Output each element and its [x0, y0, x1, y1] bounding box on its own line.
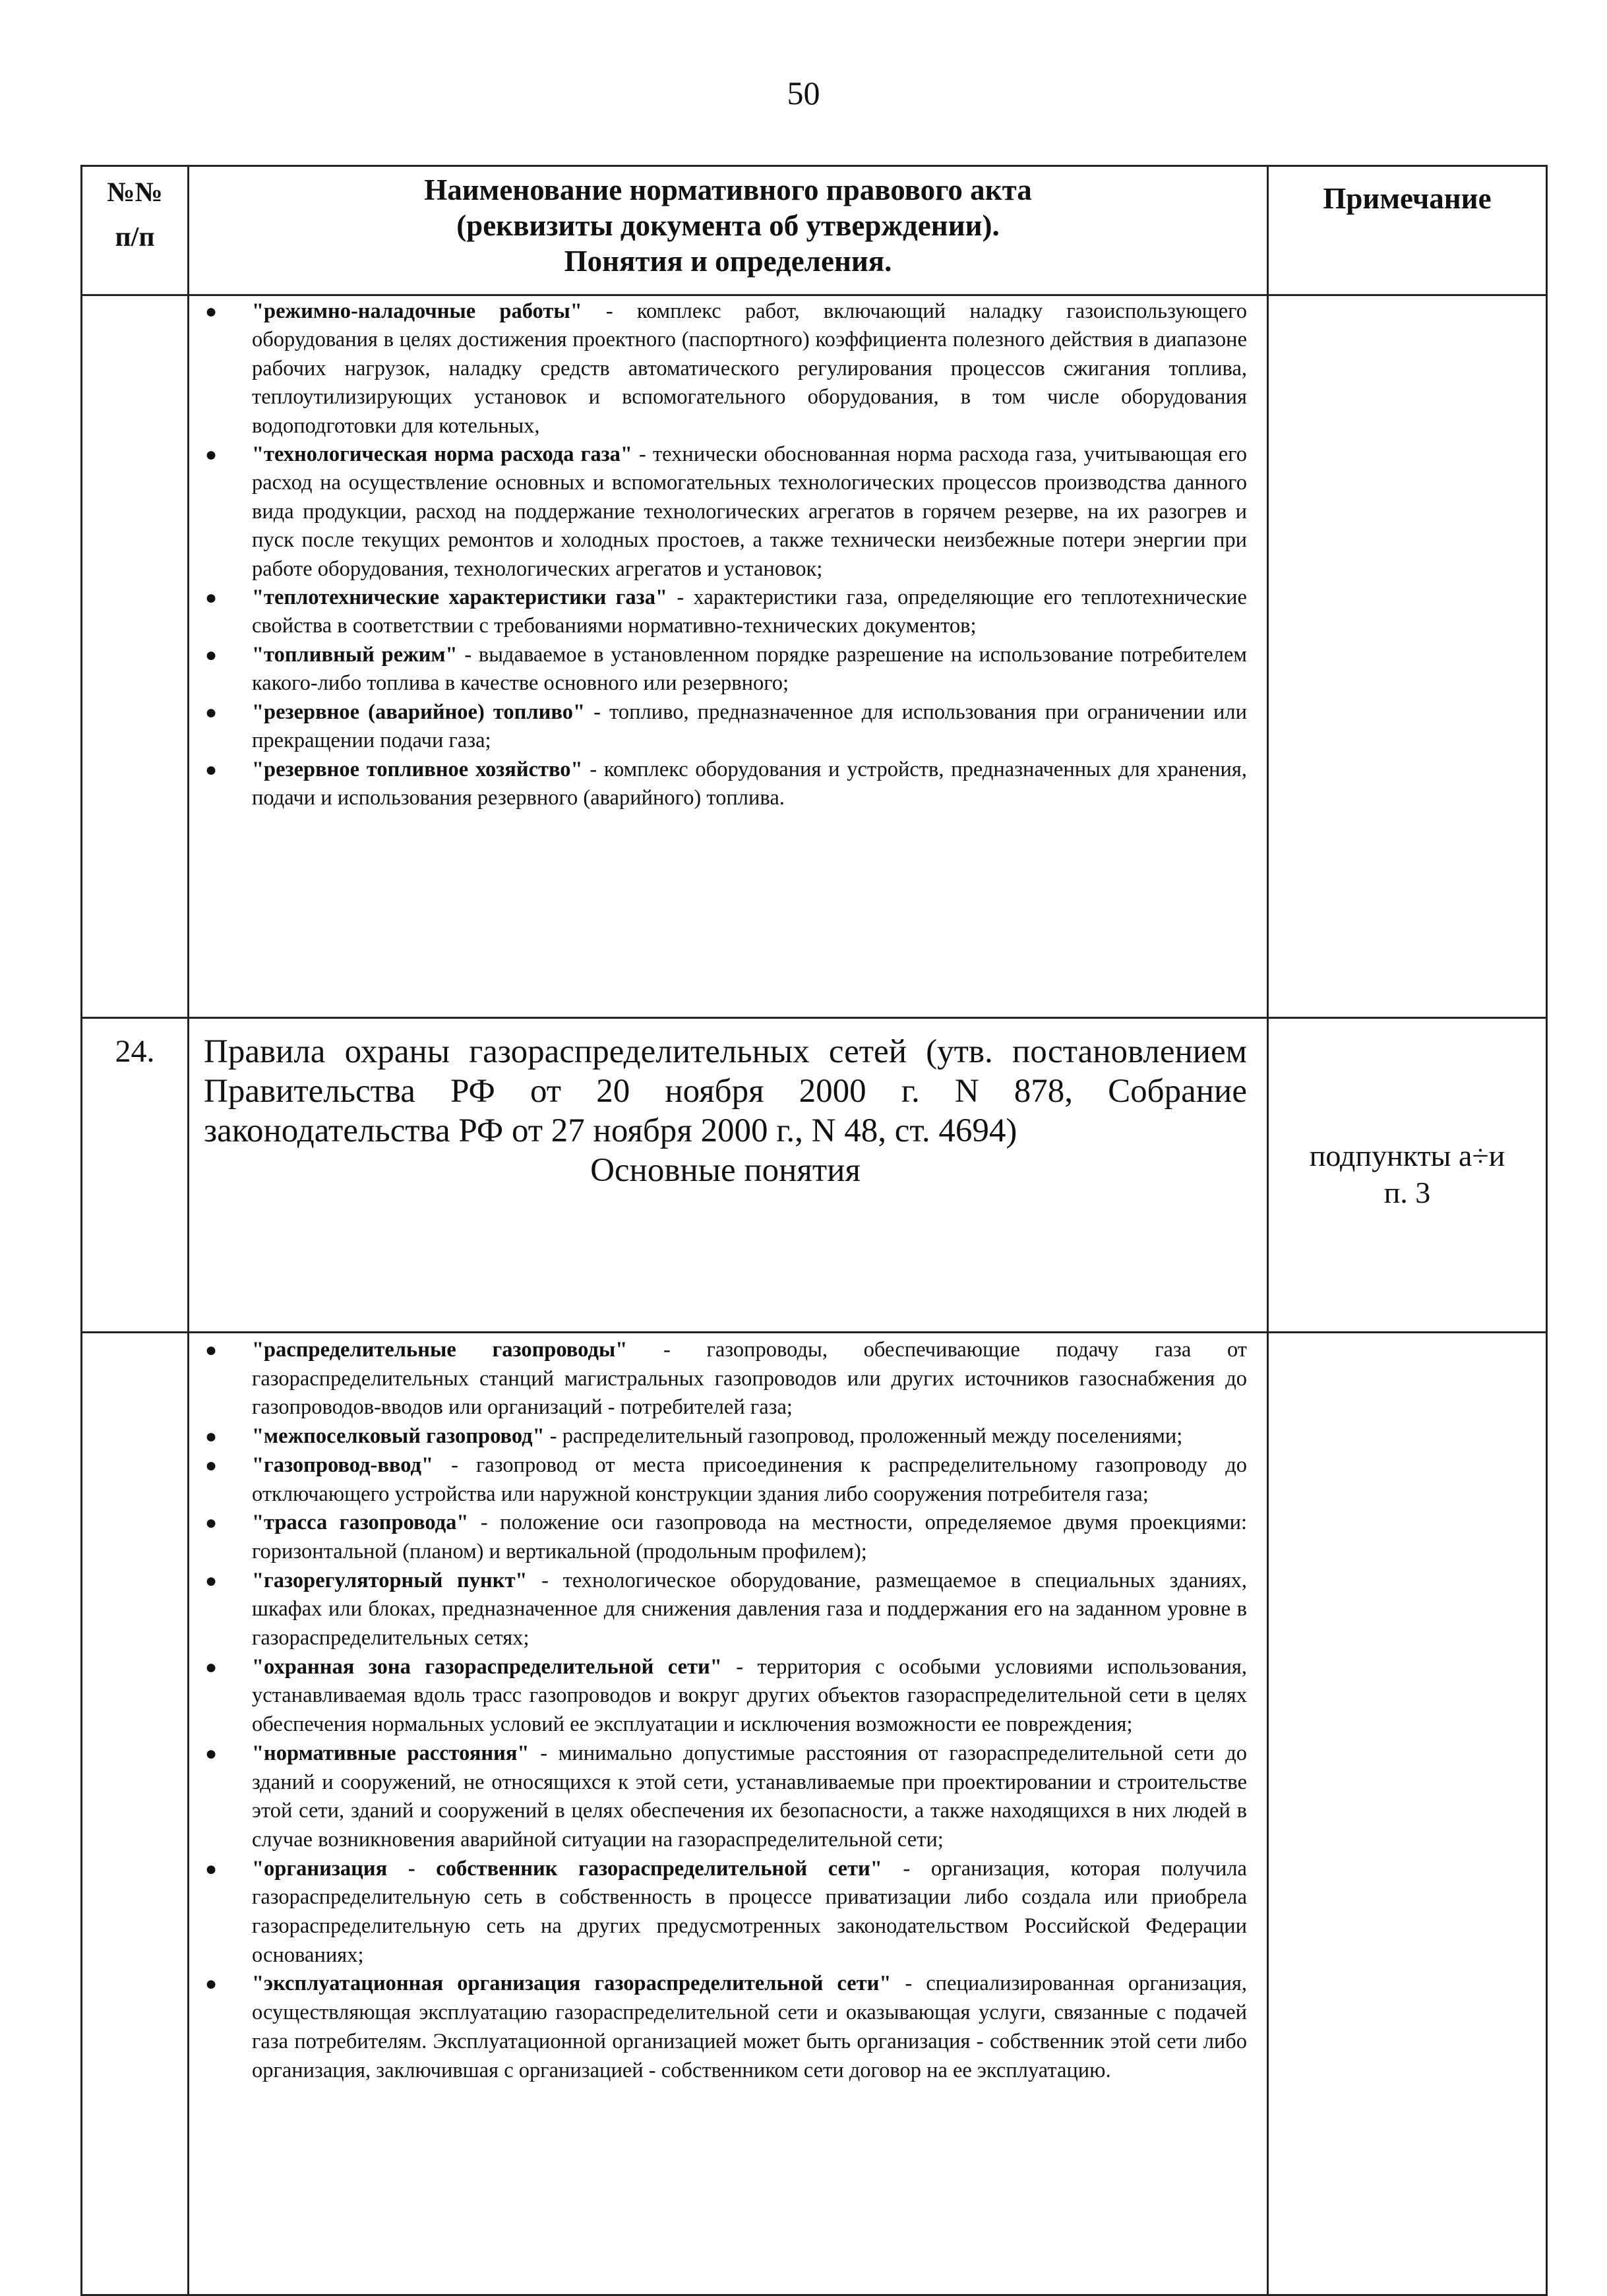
definition-text: - комплекс оборудования и устройств, предназначенных для хранения, подачи и использования резервного (аварийного) топлива.	[252, 757, 1247, 810]
table-header-row	[82, 166, 1547, 295]
definition-item	[189, 1855, 1247, 1970]
definition-term: "теплотехнические характеристики газа"	[252, 586, 668, 610]
definition-term: "резервное топливное хозяйство"	[252, 757, 583, 781]
definition-term: "трасса газопровода"	[252, 1511, 469, 1535]
bullet-icon: ●	[205, 701, 218, 723]
definitions-cell	[189, 295, 1268, 1018]
definition-item	[189, 756, 1247, 813]
definition-item	[189, 297, 1247, 440]
definition-text: - комплекс работ, включающий наладку газоиспользующего оборудования в целях достижения проектного (паспортного) коэффициента полезного действия в диапазоне рабочих нагрузок, наладку средств автоматического регулирования процессов сжигания топлива, теплоутилизирующих установок и вспомогательного оборудования, в том числе оборудования водоподготовки для котельных,	[252, 299, 1247, 438]
regulation-table	[80, 165, 1548, 2296]
definition-term: "эксплуатационная организация газораспределительной сети"	[252, 1972, 892, 1996]
definitions-cell	[189, 1333, 1268, 2295]
definition-term: "газорегуляторный пункт"	[252, 1568, 528, 1592]
row-number: 24.	[82, 1018, 189, 1333]
definitions-row-continued	[82, 295, 1547, 1018]
definition-item	[189, 1451, 1247, 1509]
header-note-cell	[1268, 166, 1547, 295]
bullet-icon: ●	[205, 1339, 218, 1361]
definition-text: - территория с особыми условиями использования, устанавливаемая вдоль трасс газопроводов и вокруг других объектов газораспределительной сети в целях обеспечения нормальных условий ее эксплуатации и исключения возможности ее повреждения;	[252, 1654, 1247, 1737]
definition-term: "организация - собственник газораспределительной сети"	[252, 1856, 882, 1881]
definition-item	[189, 1422, 1247, 1451]
definition-term: "технологическая норма расхода газа"	[252, 442, 632, 467]
header-pp-label: п/п	[115, 222, 155, 253]
bullet-icon: ●	[205, 1512, 218, 1534]
definition-item	[189, 1567, 1247, 1653]
definition-text: - специализированная организация, осуществляющая эксплуатацию газораспределительной сети и оказывающая услуги, связанные с подачей газа потребителям. Эксплуатационной организацией может быть организация - собственник этой сети либо организация, заключившая с организацией - собственником сети договор на ее эксплуатацию.	[252, 1972, 1247, 2082]
empty-note-cell	[1268, 295, 1547, 1018]
bullet-icon: ●	[205, 1973, 218, 1995]
definition-term: "охранная зона газораспределительной сети"	[252, 1654, 722, 1679]
definition-item	[189, 584, 1247, 641]
definition-term: "резервное (аварийное) топливо"	[252, 700, 585, 724]
header-title-line3: Понятия и определения.	[564, 245, 892, 278]
definition-text: - минимально допустимые расстояния от газораспределительной сети до зданий и сооружений, не относящихся к этой сети, устанавливаемые при проектировании и строительстве этой сети, зданий и сооружений в целях обеспечения их безопасности, а также находящихся в них людей в случае возникновения аварийной ситуации на газораспределительной сети;	[252, 1741, 1247, 1852]
definition-item	[189, 1970, 1247, 2085]
empty-number-cell	[82, 295, 189, 1018]
definition-item	[189, 1509, 1247, 1566]
regulation-subtitle: Основные понятия	[590, 1152, 861, 1189]
bullet-icon: ●	[205, 444, 218, 466]
definition-item	[189, 1739, 1247, 1855]
definition-text: - положение оси газопровода на местности, определяемое двумя проекциями: горизонтальной (планом) и вертикальной (продольным профилем);	[252, 1511, 1247, 1563]
bullet-icon: ●	[205, 1426, 218, 1448]
header-title-line1: Наименование нормативного правового акта	[424, 173, 1032, 206]
bullet-icon: ●	[205, 644, 218, 666]
bullet-icon: ●	[205, 1656, 218, 1678]
bullet-icon: ●	[205, 1742, 218, 1765]
header-title-line2: (реквизиты документа об утверждении).	[456, 209, 1000, 242]
bullet-icon: ●	[205, 1858, 218, 1880]
header-note-label: Примечание	[1323, 182, 1492, 215]
definition-item	[189, 440, 1247, 584]
table-row-24	[82, 1018, 1547, 1333]
definitions-list	[189, 1333, 1267, 2085]
regulation-title: Правила охраны газораспределительных сетей (утв. постановлением Правительства РФ от 20 ноября 2000 г. N 878, Собрание законодательства РФ от 27 ноября 2000 г., N 48, ст. 4694)	[204, 1033, 1247, 1149]
note-line2: п. 3	[1383, 1176, 1431, 1209]
definition-item	[189, 1653, 1247, 1739]
definition-text: - организация, которая получила газораспределительную сеть в собственность в процессе приватизации либо создала или приобрела газораспределительную сеть на других предусмотренных законодательством Российской Федерации основаниях;	[252, 1856, 1247, 1967]
note-line1: подпункты а÷и	[1309, 1139, 1505, 1172]
empty-number-cell	[82, 1333, 189, 2295]
bullet-icon: ●	[205, 1569, 218, 1592]
definition-text: - топливо, предназначенное для использования при ограничении или прекращении подачи газа;	[252, 700, 1247, 753]
header-number-cell	[82, 166, 189, 295]
definition-text: - распределительный газопровод, проложенный между поселениями;	[544, 1424, 1183, 1449]
regulation-note-cell	[1268, 1018, 1547, 1333]
definition-term: "межпоселковый газопровод"	[252, 1424, 545, 1449]
header-title-cell	[189, 166, 1268, 295]
definition-item	[189, 698, 1247, 756]
definition-text: - газопроводы, обеспечивающие подачу газа от газораспределительных станций магистральных газопроводов или других источников газоснабжения до газопроводов-вводов или организаций - потребителей газа;	[252, 1338, 1247, 1420]
regulation-title-cell	[189, 1018, 1268, 1333]
definition-text: - выдаваемое в установленном порядке разрешение на использование потребителем какого-либо топлива в качестве основного или резервного;	[252, 642, 1247, 696]
page-number: 50	[787, 75, 820, 111]
definitions-row-24	[82, 1333, 1547, 2295]
definition-term: "топливный режим"	[252, 642, 458, 667]
definition-text: - технологическое оборудование, размещаемое в специальных зданиях, шкафах или блоках, предназначенное для снижения давления газа и поддержания его на заданном уровне в газораспределительных сетях;	[252, 1568, 1247, 1650]
definition-text: - характеристики газа, определяющие его теплотехнические свойства в соответствии с требованиями нормативно-технических документов;	[252, 586, 1247, 638]
definition-item	[189, 641, 1247, 698]
definition-term: "нормативные расстояния"	[252, 1741, 530, 1765]
bullet-icon: ●	[205, 301, 218, 322]
bullet-icon: ●	[205, 1454, 218, 1476]
empty-note-cell	[1268, 1333, 1547, 2295]
definition-text: - газопровод от места присоединения к распределительному газопроводу до отключающего устройства или наружной конструкции здания либо сооружения потребителя газа;	[252, 1453, 1247, 1506]
definition-term: "режимно-наладочные работы"	[252, 299, 582, 323]
definition-term: "газопровод-ввод"	[252, 1453, 433, 1477]
header-number-label: №№	[107, 177, 163, 208]
definition-term: "распределительные газопроводы"	[252, 1338, 628, 1362]
definition-text: - технически обоснованная норма расхода газа, учитывающая его расход на осуществление основных и вспомогательных технологических процессов производства данного вида продукции, расход на поддержание технологических агрегатов в горячем резерве, на их разогрев и пуск после текущих ремонтов и холодных простоев, а также технически неизбежные потери энергии при работе оборудования, технологических агрегатов и установок;	[252, 442, 1247, 581]
bullet-icon: ●	[205, 758, 218, 781]
definition-item	[189, 1336, 1247, 1422]
bullet-icon: ●	[205, 587, 218, 609]
definitions-list	[189, 296, 1267, 812]
